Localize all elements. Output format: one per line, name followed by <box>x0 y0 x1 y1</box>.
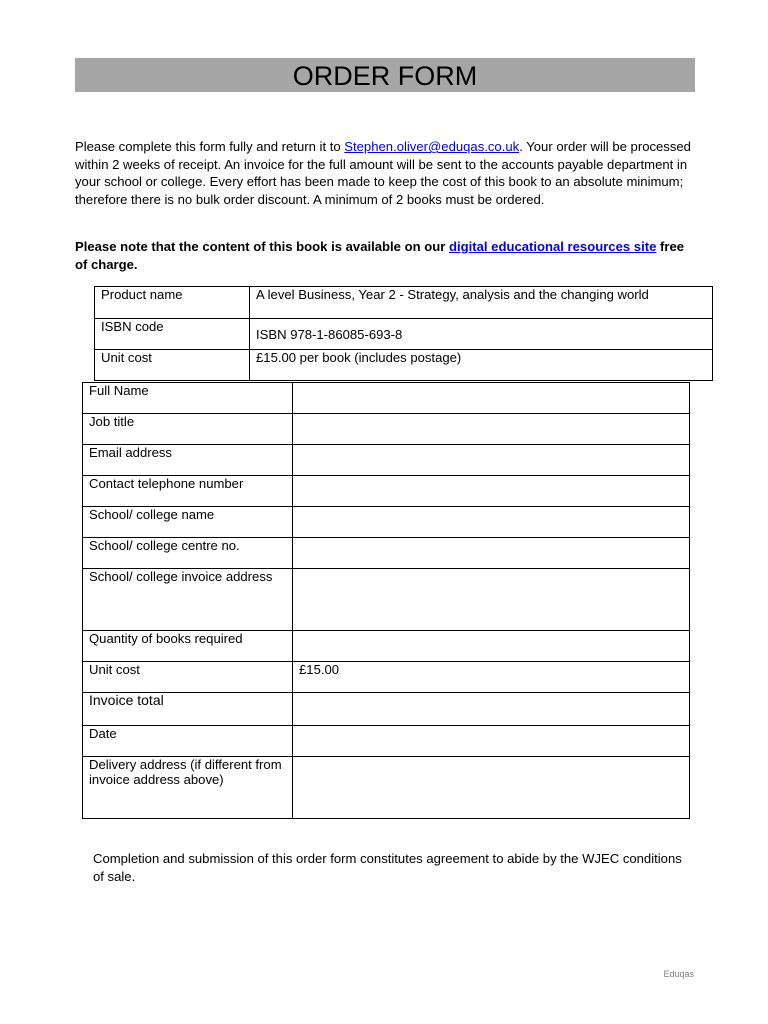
product-name-label: Product name <box>95 287 250 319</box>
resources-note <box>75 238 695 274</box>
form-row <box>83 693 690 726</box>
product-unit-cost-label: Unit cost <box>95 350 250 381</box>
form-row <box>83 476 690 507</box>
form-row <box>83 631 690 662</box>
note-text-end: free of charge. <box>75 239 685 272</box>
job-title-label: Job title <box>83 414 293 445</box>
isbn-label: ISBN code <box>95 319 250 350</box>
order-details-table <box>82 382 690 819</box>
unit-cost-label: Unit cost <box>83 662 293 693</box>
delivery-address-label: Delivery address (if different from invoice address above) <box>83 757 293 819</box>
quantity-label: Quantity of books required <box>83 631 293 662</box>
centre-number-field[interactable] <box>293 538 690 569</box>
product-info-table <box>94 286 713 381</box>
form-row <box>83 662 690 693</box>
form-row <box>83 414 690 445</box>
invoice-address-label: School/ college invoice address <box>83 569 293 631</box>
note-text-start: Please note that the content of this book is available on our <box>75 239 449 254</box>
brand-footer: Eduqas <box>663 969 694 979</box>
intro-paragraph <box>75 138 695 208</box>
quantity-field[interactable] <box>293 631 690 662</box>
product-unit-cost-value: £15.00 per book (includes postage) <box>250 350 713 381</box>
full-name-field[interactable] <box>293 383 690 414</box>
contact-email-link[interactable]: Stephen.oliver@eduqas.co.uk <box>344 139 520 154</box>
digital-resources-link[interactable]: digital educational resources site <box>448 239 657 254</box>
isbn-value: ISBN 978-1-86085-693-8 <box>250 319 713 350</box>
invoice-total-label: Invoice total <box>83 693 293 726</box>
date-label: Date <box>83 726 293 757</box>
school-name-label: School/ college name <box>83 507 293 538</box>
form-row <box>83 445 690 476</box>
centre-number-label: School/ college centre no. <box>83 538 293 569</box>
full-name-label: Full Name <box>83 383 293 414</box>
form-row <box>83 538 690 569</box>
conditions-statement: Completion and submission of this order form constitutes agreement to abide by the WJEC conditions of sale. <box>93 851 682 884</box>
product-row <box>95 287 713 319</box>
school-name-field[interactable] <box>293 507 690 538</box>
delivery-address-field[interactable] <box>293 757 690 819</box>
form-row <box>83 383 690 414</box>
intro-text-start: Please complete this form fully and return it to <box>75 139 345 154</box>
form-row <box>83 569 690 631</box>
intro-text-end: . Your order will be processed within 2 weeks of receipt. An invoice for the full amount will be sent to the accounts payable department in your school or college. Every effort has been made to keep the cost of this book to an absolute minimum; therefore there is no bulk order discount. A minimum of 2 books must be ordered. <box>75 139 691 207</box>
product-row <box>95 350 713 381</box>
email-field[interactable] <box>293 445 690 476</box>
email-label: Email address <box>83 445 293 476</box>
page-title: ORDER FORM <box>75 58 695 92</box>
form-row <box>83 507 690 538</box>
date-field[interactable] <box>293 726 690 757</box>
invoice-address-field[interactable] <box>293 569 690 631</box>
product-row <box>95 319 713 350</box>
telephone-field[interactable] <box>293 476 690 507</box>
form-row <box>83 757 690 819</box>
unit-cost-value: £15.00 <box>293 662 690 693</box>
form-row <box>83 726 690 757</box>
invoice-total-field[interactable] <box>293 693 690 726</box>
product-name-value: A level Business, Year 2 - Strategy, analysis and the changing world <box>250 287 713 319</box>
job-title-field[interactable] <box>293 414 690 445</box>
telephone-label: Contact telephone number <box>83 476 293 507</box>
